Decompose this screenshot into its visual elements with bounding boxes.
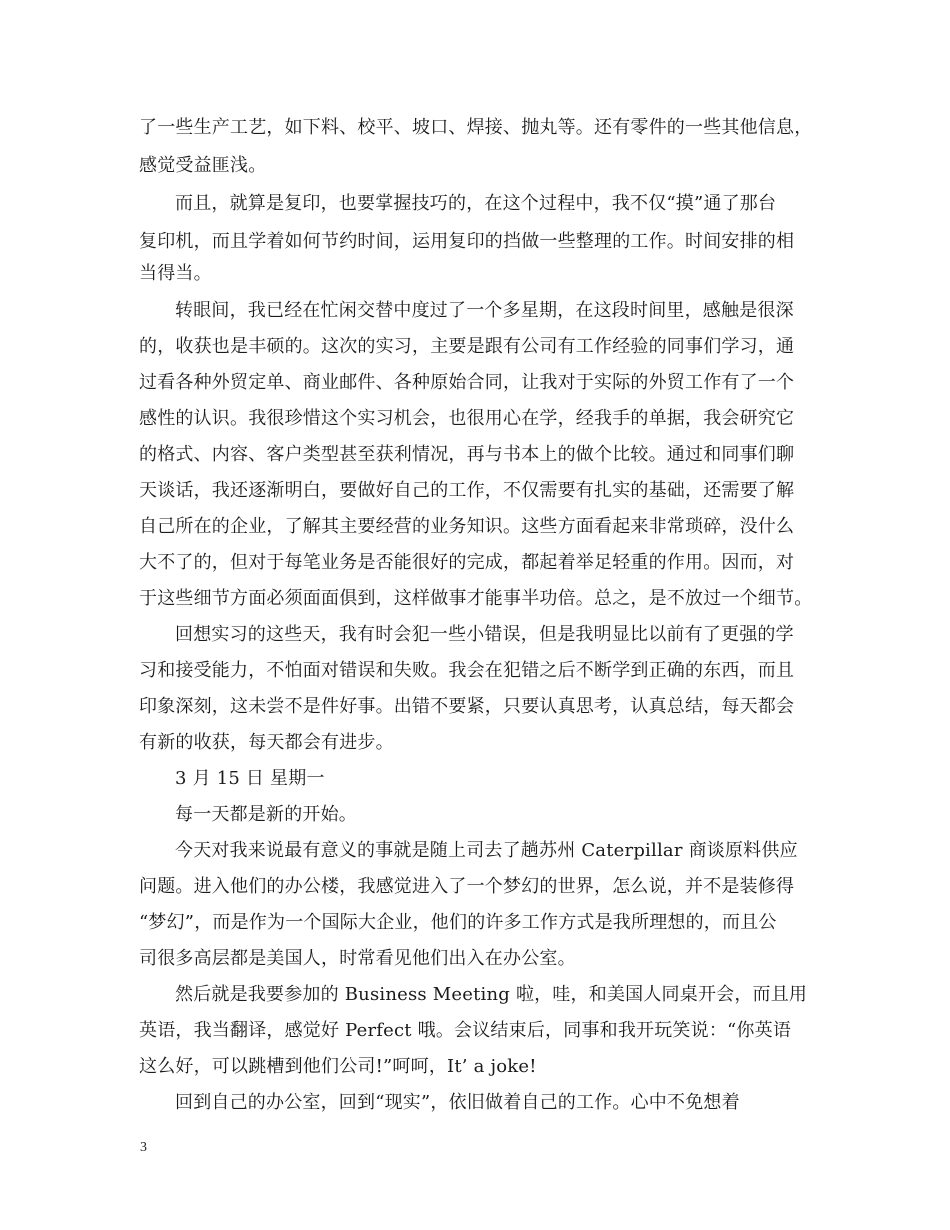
paragraph-start-line: 然后就是我要参加的 Business Meeting 啦，哇，和美国人同桌开会，而且用: [175, 984, 808, 1005]
text-line: 印象深刻，这未尝不是件好事。出错不要紧，只要认真思考，认真总结，每天都会: [139, 696, 795, 717]
text-line: 天谈话，我还逐渐明白，要做好自己的工作，不仅需要有扎实的基础，还需要了解: [139, 480, 795, 501]
text-line: 英语，我当翻译，感觉好 Perfect 哦。会议结束后，同事和我开玩笑说：“你英语: [139, 1020, 792, 1041]
text-line: 感性的认识。我很珍惜这个实习机会，也很用心在学，经我手的单据，我会研究它: [139, 408, 795, 429]
text-line: 自己所在的企业，了解其主要经营的业务知识。这些方面看起来非常琐碎，没什么: [139, 516, 795, 537]
text-line: 的，收获也是丰硕的。这次的实习，主要是跟有公司有工作经验的同事们学习，通: [139, 336, 795, 357]
text-line: 的格式、内容、客户类型甚至获利情况，再与书本上的做个比较。通过和同事们聊: [139, 444, 795, 465]
text-line: 司很多高层都是美国人，时常看见他们出入在办公室。: [139, 948, 576, 969]
text-line: 了一些生产工艺，如下料、校平、坡口、焊接、抛丸等。还有零件的一些其他信息，: [139, 117, 813, 138]
paragraph-start-line: 而且，就算是复印，也要掌握技巧的，在这个过程中，我不仅“摸”通了那台: [175, 193, 777, 214]
paragraph-start-line: 今天对我来说最有意义的事就是随上司去了趟苏州 Caterpillar 商谈原料供应: [175, 840, 798, 861]
text-line: 于这些细节方面必须面面俱到，这样做事才能事半功倍。总之，是不放过一个细节。: [139, 588, 813, 609]
text-line: 问题。进入他们的办公楼，我感觉进入了一个梦幻的世界，怎么说，并不是装修得: [139, 876, 795, 897]
text-line: 复印机，而且学着如何节约时间，运用复印的挡做一些整理的工作。时间安排的相: [139, 231, 795, 252]
text-line: 这么好，可以跳槽到他们公司!”呵呵，It’ a joke!: [139, 1056, 537, 1077]
text-line: 当得当。: [139, 263, 212, 284]
text-line: 过看各种外贸定单、商业邮件、各种原始合同，让我对于实际的外贸工作有了一个: [139, 372, 795, 393]
paragraph-start-line: 回到自己的办公室，回到“现实”，依旧做着自己的工作。心中不免想着: [175, 1092, 740, 1113]
text-line: 习和接受能力，不怕面对错误和失败。我会在犯错之后不断学到正确的东西，而且: [139, 660, 795, 681]
date-heading: 3 月 15 日 星期一: [175, 768, 325, 789]
page-number: 3: [140, 1140, 147, 1155]
paragraph-start-line: 转眼间，我已经在忙闲交替中度过了一个多星期，在这段时间里，感触是很深: [175, 300, 794, 321]
paragraph-start-line: 回想实习的这些天，我有时会犯一些小错误，但是我明显比以前有了更强的学: [175, 624, 794, 645]
paragraph-start-line: 每一天都是新的开始。: [175, 804, 357, 825]
text-line: 感觉受益匪浅。: [139, 155, 267, 176]
text-line: 大不了的，但对于每笔业务是否能很好的完成，都起着举足轻重的作用。因而，对: [139, 552, 795, 573]
text-line: 有新的收获，每天都会有进步。: [139, 732, 394, 753]
text-line: “梦幻”，而是作为一个国际大企业，他们的许多工作方式是我所理想的，而且公: [139, 912, 777, 933]
